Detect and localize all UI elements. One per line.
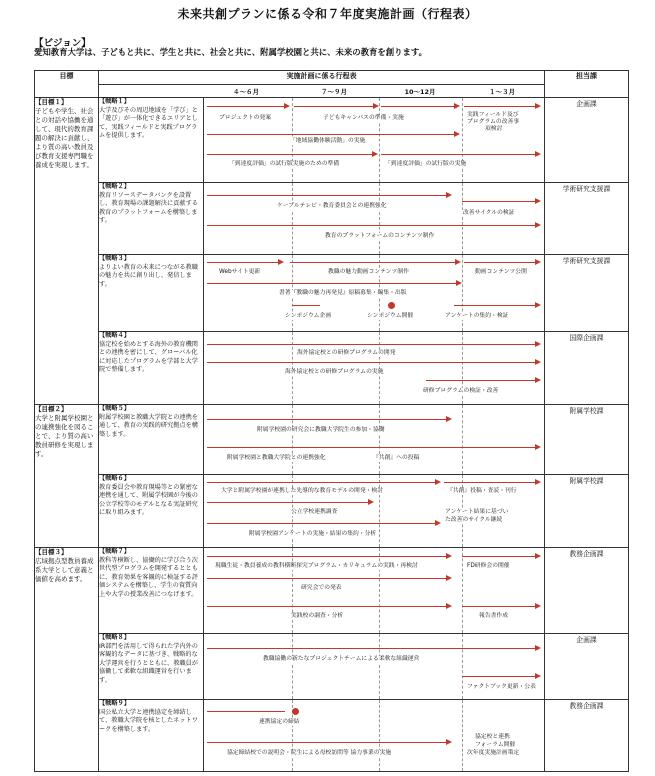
item-3-6: シンポジウム開催 [367,313,414,319]
timeline-8 [204,634,545,700]
item-8-2: ファクトブック更新・公表 [467,684,536,690]
dept-7: 教務企画課 [545,548,629,634]
timeline-6 [204,475,545,548]
item-7-4: 実践校の調査・分析 [291,613,344,619]
item-4-1: 海外協定校との研修プログラムの開発 [297,350,396,356]
dept-5: 附属学校課 [545,405,629,475]
dept-1: 企画課 [545,98,629,183]
item-8-1: 教職協働の新たなプロジェクトチームによる柔軟な組織運営 [263,656,420,662]
item-2-1: ケーブルテレビ・教育委員会との連携強化 [277,203,387,209]
item-6-4: アンケート結果に基づい [445,509,509,515]
item-1-2: 子どもキャンパスの準備・実施 [323,115,404,121]
item-5-1: 附属学校園の研究会に教職大学院生の参加・協働 [257,427,385,433]
vision-text: 愛知教育大学は、子どもと共に、学生と共に、社会と共に、附属学校園と共に、未来の教育を創ります。 [34,47,427,57]
item-1-1: プロジェクトの発案 [219,115,272,121]
item-7-5: 報告書作成 [479,613,508,619]
item-7-1: 現職生徒・教員養成の教科横断探究プログラム・カリキュラムの実践・再検討 [215,563,418,569]
item-7-2: FD研修会の開催 [467,563,510,569]
strategy-1: 【戦略１】 大学及びその周辺地域を「学び」と「遊び」が一体化できるエリアとして、実践フィールドと実践プログラムを提供します。 [99,98,204,183]
quarter-4: １～３月 [489,88,515,96]
item-9-4: フォーラム開催 [475,742,516,748]
item-9-5: 次年度実施計画策定 [467,750,520,756]
item-4-3: 研修プログラムの検証・改善 [423,388,499,394]
dept-8: 企画課 [545,634,629,700]
item-3-5: シンポジウム企画 [285,313,332,319]
item-2-3: 教育のプラットフォームのコンテンツ制作 [325,233,435,239]
item-3-1: Webサイト更新 [219,269,261,275]
item-3-4: 書著『教職の魅力再発見』原稿募集・編集・出版 [279,290,407,296]
dept-3: 学術研究支援課 [545,255,629,332]
item-3-7: アンケートの集約・検証 [445,313,509,319]
strategy-5: 【戦略５】 附属学校園と教職大学院との連携を通して、教育の実践的研究拠点を構築します。 [99,405,204,475]
timeline-3 [204,255,545,332]
strategy-9: 【戦略９】 国公私立大学と連携協定を締結して、教職大学院を核としたネットワークを構築します。 [99,700,204,772]
timeline-4 [204,332,545,405]
item-6-6: 附属学校園アンケートの実施・結果の集約・分析 [249,531,377,537]
timeline-5 [204,405,545,475]
strategy-8: 【戦略８】 IR部門を活用して得られた学内外の客観的なデータに基づき、戦略的な大学運営を行うとともに、教職員が協働して柔軟な組織運営を行います。 [99,634,204,700]
strategy-7: 【戦略７】 教科等横断し、協働的に学び合う次世代型プログラムを開発するとともに、教育効果を客観的に検証する評価システムを構築し、学生の資質向上や大学の授業改善につなげます。 [99,548,204,634]
item-5-2: 附属学校園と教職大学院との連携強化 [227,455,326,461]
schedule-table [34,70,629,772]
quarter-2: ７～９月 [321,88,347,96]
strategy-4: 【戦略４】 協定校を始めとする海外の教育機関との連携を密にして、グローバル化に対応したプログラムを学部と大学院で整備します。 [99,332,204,405]
page-title: 未来共創プランに係る令和７年度実施計画（行程表） [177,7,478,21]
item-9-2: 協定締結校での説明会・院生による母校訪問等 協力事業の実施 [227,750,392,756]
item-1-6: 「地域協働体験活動」の実施 [290,138,366,144]
item-9-3: 協定校と連携 [475,734,510,740]
item-6-5: た改善のサイクル継続 [445,517,503,523]
plan-header: 実施計画に係る行程表 [99,71,545,85]
item-6-2: 『共創』投稿・査読・刊行 [447,488,517,494]
goal-2: 【目標２】 大学と附属学校園との連携強化を図ることで、より質の高い教員研修を実現します。 [35,405,99,548]
timeline-7 [204,548,545,634]
dept-header: 担当課 [545,71,629,98]
item-4-2: 海外協定校との研修プログラムの実施 [285,369,384,375]
vision-heading: 【ビジョン】 [34,38,91,49]
item-1-4: プログラムの改善事 [467,119,520,125]
item-1-3: 実践フィールド及び [467,112,519,118]
item-1-5: 項検討 [485,126,503,132]
item-2-2: 改善サイクルの検証 [463,210,515,216]
goal-header: 目標 [35,71,99,98]
item-5-3: 『共創』への投稿 [373,455,420,461]
strategy-2: 【戦略２】 教育リソースデータバンクを設置し、教育現場の課題解決に貢献する教育のプラットフォームを構築します。 [99,183,204,255]
quarter-3: 10～12月 [404,88,436,96]
timeline-9 [204,700,545,772]
dept-9: 教務企画課 [545,700,629,772]
goal-1: 【目標１】 子どもや学生、社会との対話や協働を通して、現代的教育課題の解決に貢献し、より質の高い教員及び教育支援専門職を養成を実現します。 [35,98,99,405]
timeline-2 [204,183,545,255]
item-9-1: 連携協定の締結 [259,719,300,725]
goal-3: 【目標３】 広域拠点型教員養成系大学として意義と価値を高めます。 [35,548,99,772]
item-6-1: 大学と附属学校園が連携した先導的な教育モデルの開発・検討 [221,488,384,494]
strategy-3: 【戦略３】 よりよい教育の未来につながる教職の魅力を共に創り出し、発信します。 [99,255,204,332]
item-1-7: 「到達度評価」の試行版実施のための準備 [229,161,340,167]
dept-2: 学術研究支援課 [545,183,629,255]
item-7-3: 研究会での発表 [301,585,342,591]
quarter-1: ４～６月 [233,88,259,96]
strategy-6: 【戦略６】 教育委員会や教育現場等との緊密な連携を通して、附属学校園が今後の公立学校等のモデルとなる実証研究に取り組みます。 [99,475,204,548]
item-3-2: 教職の魅力動画コンテンツ制作 [328,269,409,275]
quarter-header-row [204,85,545,98]
item-3-3: 動画コンテンツ公開 [475,269,527,275]
item-6-3: 公立学校連携調査 [291,509,338,515]
item-1-8: 「到達度評価」の試行版の実施 [385,161,467,167]
timeline-1 [204,98,545,183]
dept-6: 附属学校課 [545,475,629,548]
dept-4: 国際企画課 [545,332,629,405]
